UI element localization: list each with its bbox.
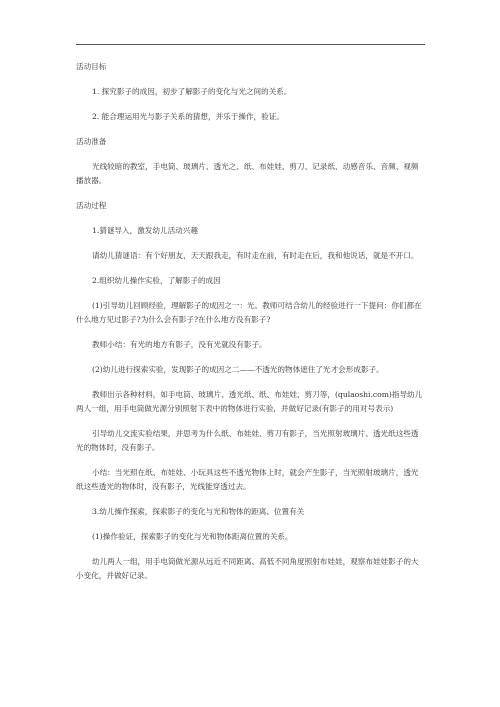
paragraph: 2.组织幼儿操作实验，了解影子的成因	[92, 276, 221, 285]
section-heading: 活动过程	[76, 201, 107, 210]
paragraph: (2)幼儿进行探索实验，发现影子的成因之二——不透光的物体遮住了光才会形成影子。	[92, 365, 384, 374]
section-process	[76, 199, 426, 583]
header-rule	[76, 44, 425, 45]
paragraph: 请幼儿猜谜语：有个好朋友，天天跟我走，有时走在前，有时走在后，我和他说话，就是不开口。	[92, 251, 419, 260]
paragraph: 3.幼儿操作探索，探索影子的变化与光和物体的距离、位置有关	[92, 507, 305, 516]
paragraph: 2. 能合理运用光与影子关系的猜想，并乐于操作，验证。	[92, 112, 284, 121]
paragraph: 教师出示各种材料，如手电筒、玻璃片、透光纸、纸、布娃娃、剪刀等，(qulaoshi.com)指导幼儿两人一组，用手电筒做光源分别照射下表中的物体进行实验，并做好记录(有影子的用对号表示)	[76, 390, 423, 413]
paragraph: 幼儿两人一组，用手电筒做光源从远近不同距离、高低不同角度照射布娃娃，观察布娃娃影子的大小变化，并做好记录。	[76, 557, 419, 580]
document-body	[76, 60, 426, 583]
section-goals	[76, 60, 426, 124]
paragraph: 1. 探究影子的成因，初步了解影子的变化与光之间的关系。	[92, 87, 292, 96]
paragraph: 教师小结：有光的地方有影子，没有光就没有影子。	[92, 340, 267, 349]
paragraph: 1.猜谜导入，激发幼儿活动兴趣	[92, 226, 198, 235]
paragraph: 引导幼儿交流实验结果，并思考为什么纸、布娃娃、剪刀有影子，当光照射玻璃片、透光纸这些透光的物体时，没有影子。	[76, 429, 419, 452]
paragraph: (1)引导幼儿回顾经验，理解影子的成因之一：光。教师可结合幼儿的经验进行一下提问：你们都在什么地方见过影子?为什么会有影子?在什么地方没有影子?	[76, 301, 422, 324]
section-heading: 活动准备	[76, 137, 107, 146]
paragraph: 光线较暗的教室，手电筒、玻璃片、透光之、纸、布娃娃、剪刀、记录纸、动感音乐、音频、视频播放器。	[76, 162, 419, 185]
section-preparation	[76, 135, 426, 188]
paragraph: (1)操作验证，探索影子的变化与光和物体距离位置的关系。	[92, 532, 293, 541]
section-heading: 活动目标	[76, 62, 107, 71]
paragraph: 小结：当光照在纸、布娃娃、小玩具这些不透光物体上时，就会产生影子，当光照射玻璃片，透光纸这些透光的物体时，没有影子，光线能穿透过去。	[76, 468, 419, 491]
